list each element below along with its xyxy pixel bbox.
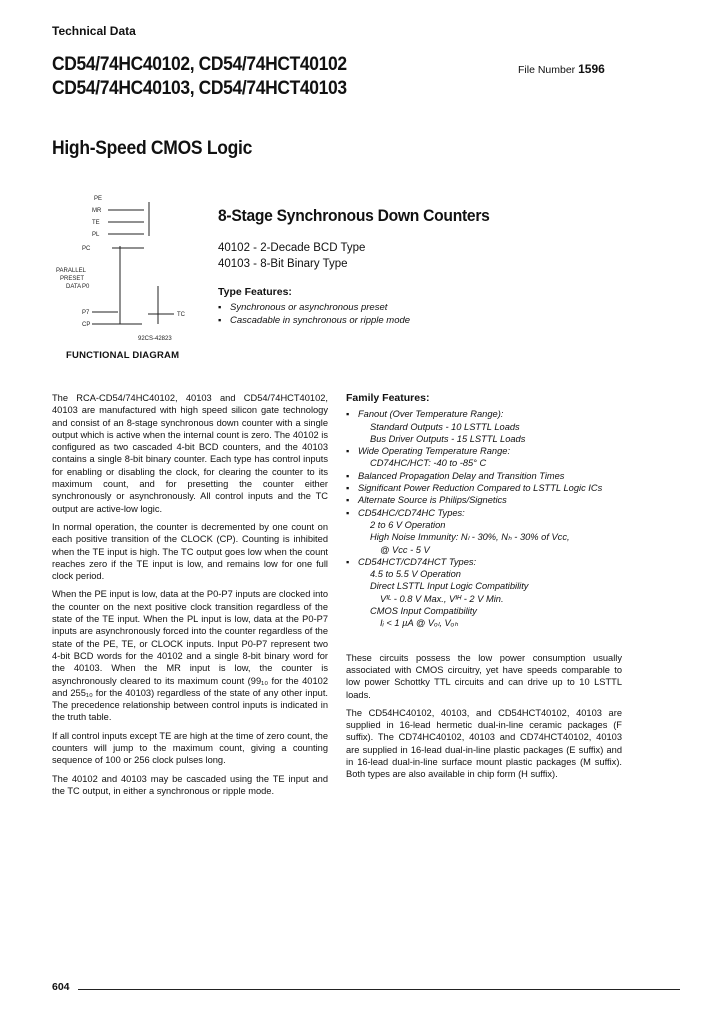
file-number-label: File Number bbox=[518, 64, 576, 76]
description-paragraph: These circuits possess the low power consumption usually associated with CMOS circuitry, yet have speeds comparable to low power Schottky TTL circuits and can drive up to 10 LSTTL loads. bbox=[346, 652, 622, 700]
family-feature-fanout bbox=[346, 408, 622, 445]
description-paragraph: When the PE input is low, data at the P0-P7 inputs are clocked into the counter on the next positive clock transition regardless of the state of the TE input. When the PL input is low, data at the P0-P7 inputs are asynchronously forced into the counter regardless of the state of the PE, TE, or CLOCK inputs. Input P0-P7 represent two 4-bit BCD words for the 40102 and a single 8-bit binary word for the 40103. When the MR input is low, the counter is asynchronously cleared to its maximum count (99₁₀ for the 40102 and 255₁₀ for the 40103) regardless of the state of any other input. The precedence relationship between control inputs is indicated in the truth table. bbox=[52, 589, 328, 723]
pin-label-p7: P7 bbox=[82, 310, 90, 316]
pin-label-pl: PL bbox=[92, 232, 100, 238]
device-types bbox=[218, 240, 365, 272]
family-feature-hct-types bbox=[346, 556, 622, 630]
description-paragraph: If all control inputs except TE are high at the time of zero count, the counters will jump to the maximum count, giving a counting sequence of 100 or 256 clock pulses long. bbox=[52, 730, 328, 766]
fanout-bus-driver: Bus Driver Outputs - 15 LSTTL Loads bbox=[370, 433, 526, 444]
part-number-line-2: CD54/74HC40103, CD54/74HCT40103 bbox=[52, 78, 347, 99]
family-feature-hc-types bbox=[346, 507, 622, 556]
type-feature-item: ▪ Synchronous or asynchronous preset bbox=[218, 301, 410, 314]
footer-rule bbox=[78, 989, 680, 990]
temperature-range: CD74HC/HCT: -40 to -85° C bbox=[370, 458, 487, 469]
type-features-heading: Type Features: bbox=[218, 286, 292, 298]
fanout-text: Fanout (Over Temperature Range): bbox=[358, 409, 504, 420]
file-number bbox=[518, 62, 605, 76]
family-feature-alternate: ▪ Alternate Source is Philips/Signetics bbox=[346, 494, 622, 506]
functional-diagram-caption: FUNCTIONAL DIAGRAM bbox=[66, 350, 180, 361]
hc-types-text: CD54HC/CD74HC Types: bbox=[358, 507, 465, 518]
pin-label-data: DATA bbox=[66, 284, 82, 290]
family-features-heading: Family Features: bbox=[346, 392, 430, 404]
hct-types-text: CD54HCT/CD74HCT Types: bbox=[358, 556, 477, 567]
spacer bbox=[346, 630, 622, 652]
hct-input-levels: Vᴵᴸ - 0.8 V Max., Vᴵᴴ - 2 V Min. bbox=[380, 593, 504, 604]
pin-label-cp: CP bbox=[82, 322, 91, 328]
pin-label-p0: P0 bbox=[82, 284, 90, 290]
description-paragraph: The CD54HC40102, 40103, and CD54HCT40102, 40103 are supplied in 16-lead hermetic dual-in-line ceramic packages (F suffix). The CD74HC40102, 40103 and CD74HCT40102, 40103 are supplied in 16-lead dual-in-line plastic packages (E suffix) and in 16-lead dual-in-line surface mount plastic packages (M suffix). Both types are also available in chip form (H suffix). bbox=[346, 707, 622, 780]
family-feature-temperature bbox=[346, 445, 622, 470]
fanout-standard: Standard Outputs - 10 LSTTL Loads bbox=[370, 421, 520, 432]
description-paragraph: The 40102 and 40103 may be cascaded using the TE input and the TC output, in either a synchronous or ripple mode. bbox=[52, 773, 328, 796]
family-feature-power: ▪ Significant Power Reduction Compared to LSTTL Logic ICs bbox=[346, 482, 622, 494]
page-number: 604 bbox=[52, 981, 70, 993]
temperature-text: Wide Operating Temperature Range: bbox=[358, 446, 511, 457]
description-paragraph: The RCA-CD54/74HC40102, 40103 and CD54/74HCT40102, 40103 are manufactured with high speed silicon gate technology and consist of an 8-stage synchronous down counter with a single output which is active when the internal count is zero. The 40102 is configured as two cascaded 4-bit BCD counters, and the 40103 contains a single 8-bit binary counter. Each type has control inputs for enabling or disabling the clock, for clearing the counter to its maximum count, and for presetting the counter either synchronously or asynchronously. All control inputs and the TC output are active-low logic. bbox=[52, 393, 328, 514]
type-40103: 40103 - 8-Bit Binary Type bbox=[218, 258, 348, 270]
pin-label-parallel: PARALLEL bbox=[56, 268, 86, 274]
logic-family-title: High-Speed CMOS Logic bbox=[52, 138, 253, 159]
hct-voltage: 4.5 to 5.5 V Operation bbox=[370, 569, 461, 580]
part-number-line-1: CD54/74HC40102, CD54/74HCT40102 bbox=[52, 54, 347, 75]
type-features-list bbox=[218, 301, 410, 327]
pin-label-preset: PRESET bbox=[60, 276, 85, 282]
description-column bbox=[52, 392, 328, 803]
pin-label-tc: TC bbox=[177, 312, 185, 318]
hc-noise-immunity: High Noise Immunity: Nₗ - 30%, Nₕ - 30% of Vcc, bbox=[370, 532, 570, 543]
pin-label-te: TE bbox=[92, 220, 100, 226]
pin-label-pe: PE bbox=[94, 196, 103, 202]
hct-input-current: Iᵢ < 1 µA @ Vₒₗ, Vₒₕ bbox=[380, 618, 459, 629]
drawing-id: 92CS-42823 bbox=[138, 336, 172, 342]
family-feature-balanced: ▪ Balanced Propagation Delay and Transition Times bbox=[346, 470, 622, 482]
pin-label-pc: PC bbox=[82, 246, 91, 252]
functional-diagram bbox=[52, 188, 202, 348]
family-features-column bbox=[346, 392, 622, 787]
header-label: Technical Data bbox=[52, 24, 136, 38]
hct-cmos-compat: CMOS Input Compatibility bbox=[370, 606, 477, 617]
file-number-value: 1596 bbox=[578, 62, 605, 76]
type-40102: 40102 - 2-Decade BCD Type bbox=[218, 242, 366, 254]
type-feature-item: ▪ Cascadable in synchronous or ripple mode bbox=[218, 314, 410, 327]
hc-voltage: 2 to 6 V Operation bbox=[370, 519, 446, 530]
hct-direct-compat: Direct LSTTL Input Logic Compatibility bbox=[370, 581, 529, 592]
description-paragraph: In normal operation, the counter is decremented by one count on each positive transition of the CLOCK (CP). Counting is inhibited when the TE input is high. The TC output goes low when the count reaches zero if the TE input is low, and remains low for one full clock period. bbox=[52, 521, 328, 582]
family-features-list bbox=[346, 408, 622, 629]
device-subtitle: 8-Stage Synchronous Down Counters bbox=[218, 206, 490, 225]
hc-noise-vcc: @ Vcc - 5 V bbox=[380, 544, 430, 555]
pin-label-mr: MR bbox=[92, 208, 102, 214]
